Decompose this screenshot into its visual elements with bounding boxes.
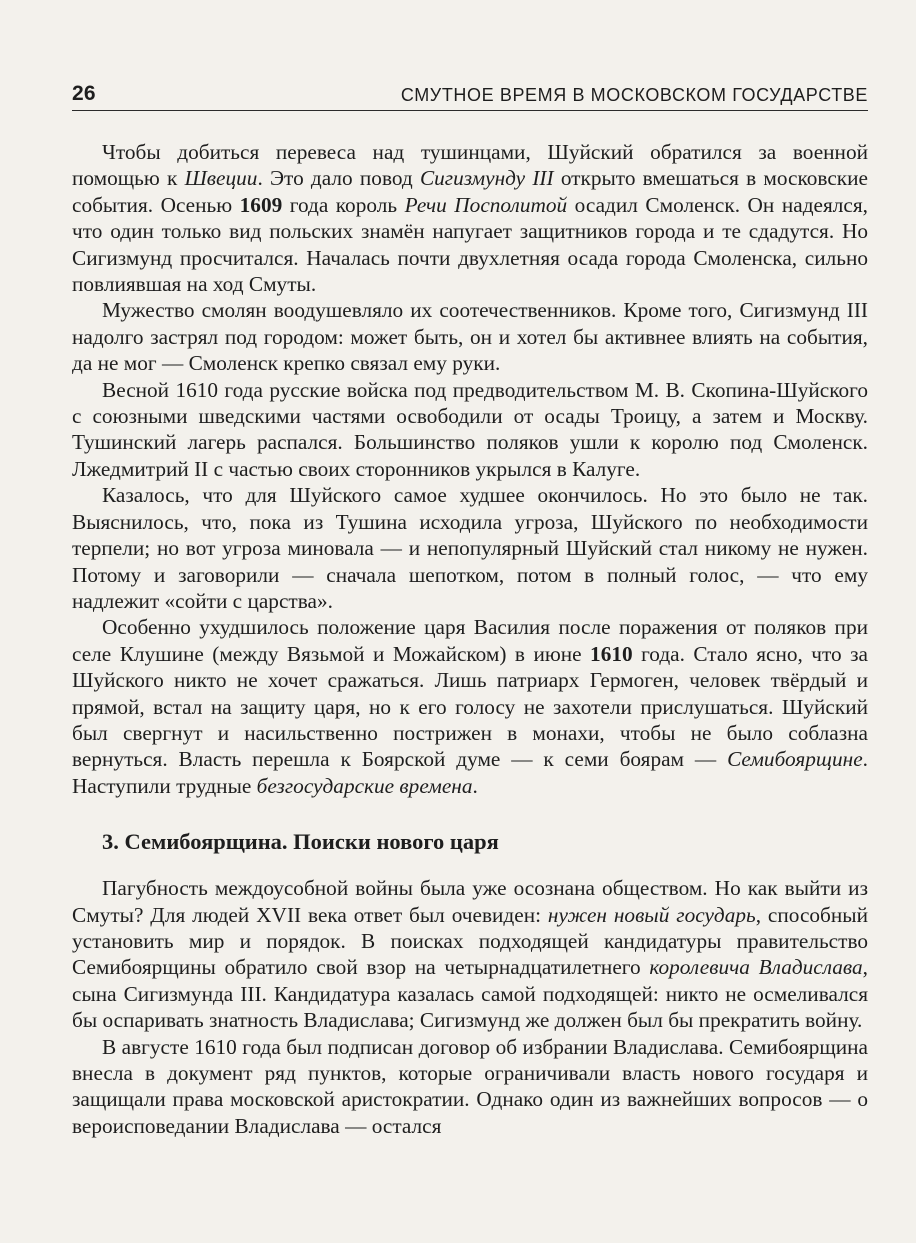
term-bezgosudarskie: безгосударские времена [256,773,473,798]
term-new-sovereign: нужен новый государь [547,902,756,927]
term-sigismund: Сигизмунду III [419,166,554,191]
term-semiboyarshchina: Семибоярщине [727,747,863,772]
term-prince-vladislav: королевича Владислава [649,955,863,980]
paragraph-6 [72,875,868,1033]
term-sweden: Швеции [184,166,258,191]
text-run: , способный установить мир и порядок. В поисках подходящей кандидатуры правительство Семибоярщины обратило свой взор на четырнадцатилетнего [72,902,868,980]
text-run: Пагубность междоусобной войны была уже осознана обществом. Но как выйти из Смуты? Для людей XVII века ответ был очевиден: [72,876,868,927]
year-1610: 1610 [590,641,633,666]
paragraph-4: Казалось, что для Шуйского самое худшее окончилось. Но это было не так. Выяснилось, что, пока из Тушина исходила угроза, Шуйского по необходимости терпели; но вот угроза миновала — и непопулярный Шуйский стал никому не нужен. Потому и заговорили — сначала шепотком, потом в полный голос, — что ему надлежит «сойти с царства». [72,483,868,613]
section-heading: 3. Семибоярщина. Поиски нового царя [102,829,499,855]
text-run: года король [282,192,405,217]
text-run: осадил Смоленск. Он надеялся, что один только вид польских знамён напугает защитников города и те сдадутся. Но Сигизмунд просчитался. Началась почти двухлетняя осада города Смоленска, сильно повлиявшая на ход Смуты. [72,192,868,297]
page-number: 26 [72,82,96,105]
text-run: . Это дало повод [257,166,420,191]
page-header [72,82,868,111]
text-run: . [472,773,478,798]
paragraph-5 [72,614,868,799]
paragraph-2: Мужество смолян воодушевляло их соотечественников. Кроме того, Сигизмунд III надолго застрял под городом: может быть, он и хотел бы активнее влиять на события, да не мог — Смоленск крепко связал ему руки. [72,298,868,376]
year-1609: 1609 [239,192,283,217]
text-run: открыто вмешаться в московские события. Осенью [72,166,868,217]
paragraph-7: В августе 1610 года был подписан договор об избрании Владислава. Семибоярщина внесла в документ ряд пунктов, которые ограничивали власть нового государя и защищали права московской аристократии. Однако один из важнейших вопросов — о вероисповедании Владислава — остался [72,1034,868,1138]
body-text [72,139,868,799]
text-run: , сына Сигизмунда III. Кандидатура казалась самой подходящей: никто не осмеливался бы оспаривать знатность Владислава; Сигизмунд же должен был бы прекратить войну. [72,955,868,1033]
term-rzeczpospolita: Речи Посполитой [404,192,568,217]
book-page [72,82,868,1139]
text-run: Особенно ухудшилось положение царя Василия после поражения от поляков при селе Клушине (между Вязьмой и Можайском) в июне [72,615,868,666]
paragraph-3: Весной 1610 года русские войска под предводительством М. В. Скопина-Шуйского с союзными шведскими частями освободили от осады Троицу, а затем и Москву. Тушинский лагерь распался. Большинство поляков ушли к королю под Смоленск. Лжедмитрий II с частью своих сторонников укрылся в Калуге. [72,377,868,481]
text-run: года. Стало ясно, что за Шуйского никто не хочет сражаться. Лишь патриарх Гермоген, человек твёрдый и прямой, встал на защиту царя, но к его голосу не захотели прислушаться. Шуйский был свергнут и насильственно пострижен в монахи, чтобы не было соблазна вернуться. Власть перешла к Боярской думе — к семи боярам — [72,641,869,772]
text-run: Чтобы добиться перевеса над тушинцами, Шуйский обратился за военной помощью к [72,140,868,191]
paragraph-1 [72,139,868,297]
body-text-section-3 [72,875,868,1139]
running-title: СМУТНОЕ ВРЕМЯ В МОСКОВСКОМ ГОСУДАРСТВЕ [400,85,868,105]
text-run: . Наступили трудные [72,747,868,798]
